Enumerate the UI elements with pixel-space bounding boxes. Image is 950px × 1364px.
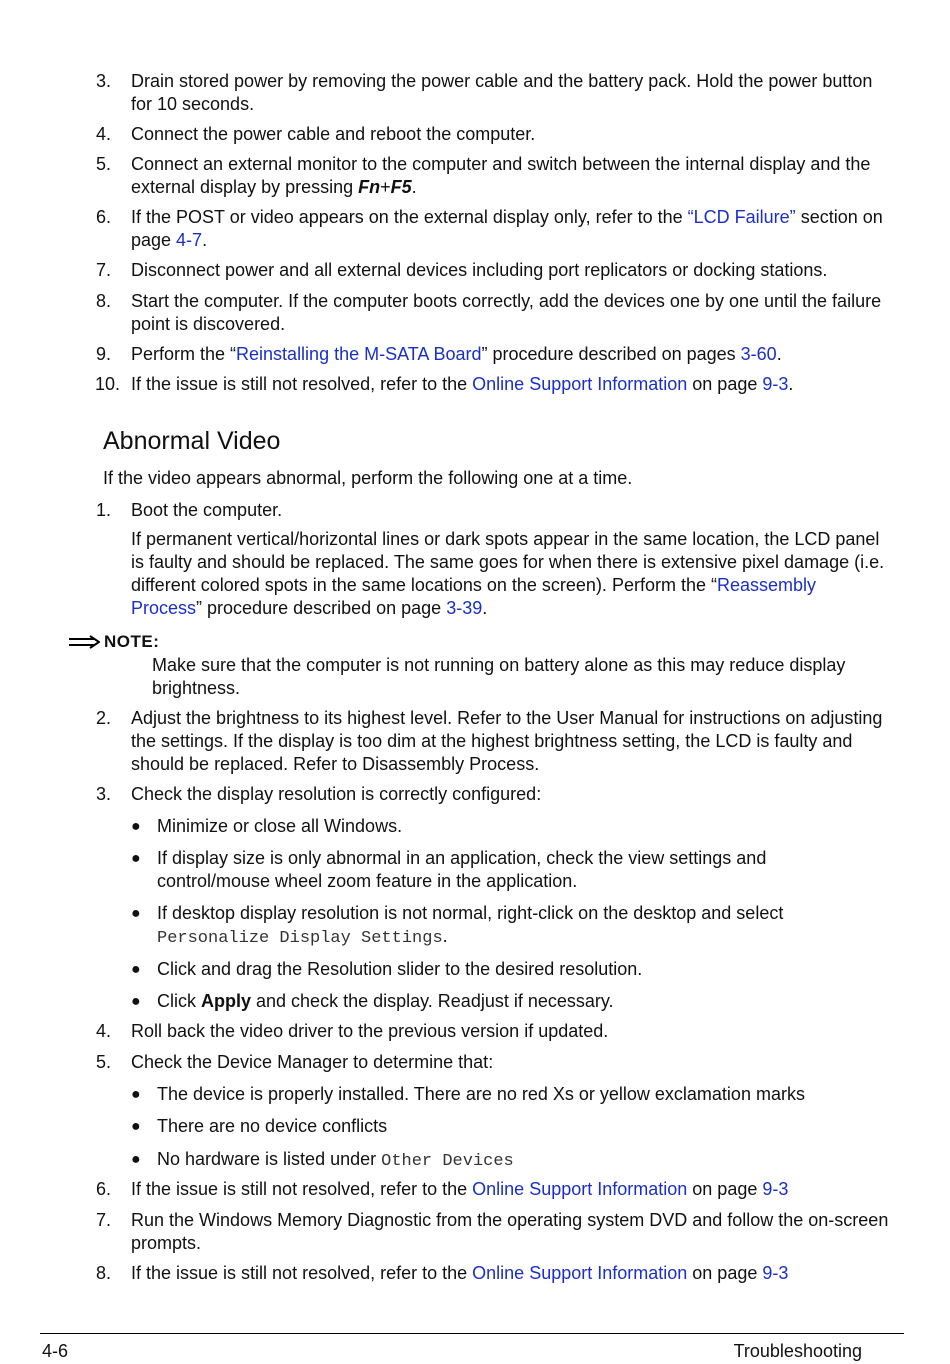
step-number: 3. (96, 784, 112, 804)
bullet-icon: ● (131, 993, 141, 1010)
step-4 (96, 123, 896, 146)
step-number: 8. (96, 1263, 112, 1283)
online-support-link[interactable]: Online Support Information (472, 1179, 688, 1199)
step-5 (96, 153, 896, 199)
bullet-icon: ● (131, 850, 141, 867)
step-number: 8. (96, 291, 112, 311)
step-6 (96, 206, 896, 252)
step-number: 7. (96, 1210, 112, 1230)
lcd-paragraph: If permanent vertical/horizontal lines or dark spots appear in the same location, the LCD panel is faulty and should be replaced. The same goes for when there is extensive pixel damage (i.e. different colored spots in the same locations on the screen). Perform the “Reassembly Process” procedure described on page 3-39. (131, 529, 885, 618)
code-text: Other Devices (381, 1152, 514, 1171)
step-number: 6. (96, 207, 112, 227)
bullet-icon: ● (131, 1151, 141, 1168)
av-step-5 (96, 1051, 896, 1074)
step-text: If the issue is still not resolved, refer to the Online Support Information on page 9-3 (131, 1179, 789, 1199)
lcd-failure-link[interactable]: “LCD Failure” (687, 207, 796, 227)
step-number: 7. (96, 260, 112, 280)
step-text: If the issue is still not resolved, refer to the Online Support Information on page 9-3. (131, 374, 794, 394)
step-text: Drain stored power by removing the power cable and the battery pack. Hold the power button for 10 seconds. (131, 71, 873, 114)
pencil-note-icon (68, 634, 100, 650)
page-link[interactable]: 4-7 (176, 230, 203, 250)
step-number: 1. (96, 500, 112, 520)
step-8 (96, 290, 896, 336)
step-number: 3. (96, 71, 112, 91)
step-number: 2. (96, 708, 112, 728)
bullet-icon: ● (131, 1118, 141, 1135)
page-link[interactable]: 3-39 (446, 598, 483, 618)
step-10 (96, 373, 896, 396)
step-3 (96, 70, 896, 116)
f5-key: F5 (390, 177, 412, 197)
step-number: 5. (96, 1052, 112, 1072)
list-item: ● If display size is only abnormal in an application, check the view settings and control/mouse wheel zoom feature in the application. (131, 848, 767, 891)
list-item: ● If desktop display resolution is not normal, right-click on the desktop and select Personalize Display Settings. (131, 903, 784, 948)
code-text: Personalize Display Settings (157, 929, 443, 948)
online-support-link[interactable]: Online Support Information (472, 374, 688, 394)
reinstalling-msata-link[interactable]: Reinstalling the M-SATA Board (236, 344, 482, 364)
reassembly-process-link[interactable]: Reassembly Process (131, 575, 817, 618)
step-number: 9. (96, 344, 112, 364)
step-text: Check the Device Manager to determine that: (131, 1052, 494, 1072)
step-number: 4. (96, 1021, 112, 1041)
section-intro: If the video appears abnormal, perform the following one at a time. (103, 468, 633, 488)
list-item: ● No hardware is listed under Other Devices (131, 1149, 514, 1171)
step-text: Start the computer. If the computer boots correctly, add the devices one by one until the failure point is discovered. (131, 291, 882, 334)
step-9 (96, 343, 896, 366)
page-link[interactable]: 9-3 (762, 1179, 789, 1199)
section-heading: Abnormal Video (103, 427, 281, 455)
list-item: ● Minimize or close all Windows. (131, 816, 403, 836)
fn-key: Fn (358, 177, 381, 197)
bullet-icon: ● (131, 961, 141, 978)
footer-section-title: Troubleshooting (733, 1341, 862, 1361)
list-item: ● The device is properly installed. There are no red Xs or yellow exclamation marks (131, 1084, 805, 1104)
step-text: Connect an external monitor to the computer and switch between the internal display and the external display by pressing Fn+F5. (131, 154, 871, 197)
list-item: ● There are no device conflicts (131, 1116, 388, 1136)
av-step-2 (96, 707, 896, 776)
apply-bold: Apply (201, 991, 252, 1011)
step-text: Run the Windows Memory Diagnostic from the operating system DVD and follow the on-screen prompts. (131, 1210, 889, 1253)
step-number: 6. (96, 1179, 112, 1199)
list-item: ● Click Apply and check the display. Readjust if necessary. (131, 991, 614, 1011)
av-step-7 (96, 1209, 896, 1255)
step-text: Disconnect power and all external devices including port replicators or docking stations. (131, 260, 828, 280)
page-link[interactable]: 9-3 (762, 1263, 789, 1283)
list-item: ● Click and drag the Resolution slider to the desired resolution. (131, 959, 643, 979)
step-text: If the POST or video appears on the external display only, refer to the “LCD Failure” section on page 4-7. (131, 207, 883, 250)
av-step-8 (96, 1262, 896, 1285)
av-step-6 (96, 1178, 896, 1201)
step-text: Check the display resolution is correctly configured: (131, 784, 542, 804)
step-number: 4. (96, 124, 112, 144)
step-text: Adjust the brightness to its highest level. Refer to the User Manual for instructions on adjusting the settings. If the display is too dim at the highest brightness setting, the LCD is faulty and should be replaced. Refer to Disassembly Process. (131, 708, 883, 774)
step-number: 10. (95, 374, 121, 394)
step-text: Perform the “Reinstalling the M-SATA Board” procedure described on pages 3-60. (131, 344, 782, 364)
page-link[interactable]: 3-60 (740, 344, 777, 364)
bullet-icon: ● (131, 818, 141, 835)
note-text: Make sure that the computer is not running on battery alone as this may reduce display brightness. (152, 655, 846, 698)
bullet-icon: ● (131, 905, 141, 922)
online-support-link[interactable]: Online Support Information (472, 1263, 688, 1283)
av-step-3 (96, 783, 896, 806)
av-step-1 (96, 499, 896, 522)
step-text: Roll back the video driver to the previous version if updated. (131, 1021, 609, 1041)
bullet-icon: ● (131, 1086, 141, 1103)
av-step-4 (96, 1020, 896, 1043)
page-link[interactable]: 9-3 (762, 374, 789, 394)
step-text: Connect the power cable and reboot the computer. (131, 124, 536, 144)
step-text: Boot the computer. (131, 500, 283, 520)
step-7 (96, 259, 896, 282)
page-number: 4-6 (42, 1341, 69, 1361)
note-label (68, 630, 159, 653)
note-label-text: NOTE: (104, 632, 160, 651)
footer-divider (40, 1333, 904, 1334)
step-text: If the issue is still not resolved, refer to the Online Support Information on page 9-3 (131, 1263, 789, 1283)
step-number: 5. (96, 154, 112, 174)
